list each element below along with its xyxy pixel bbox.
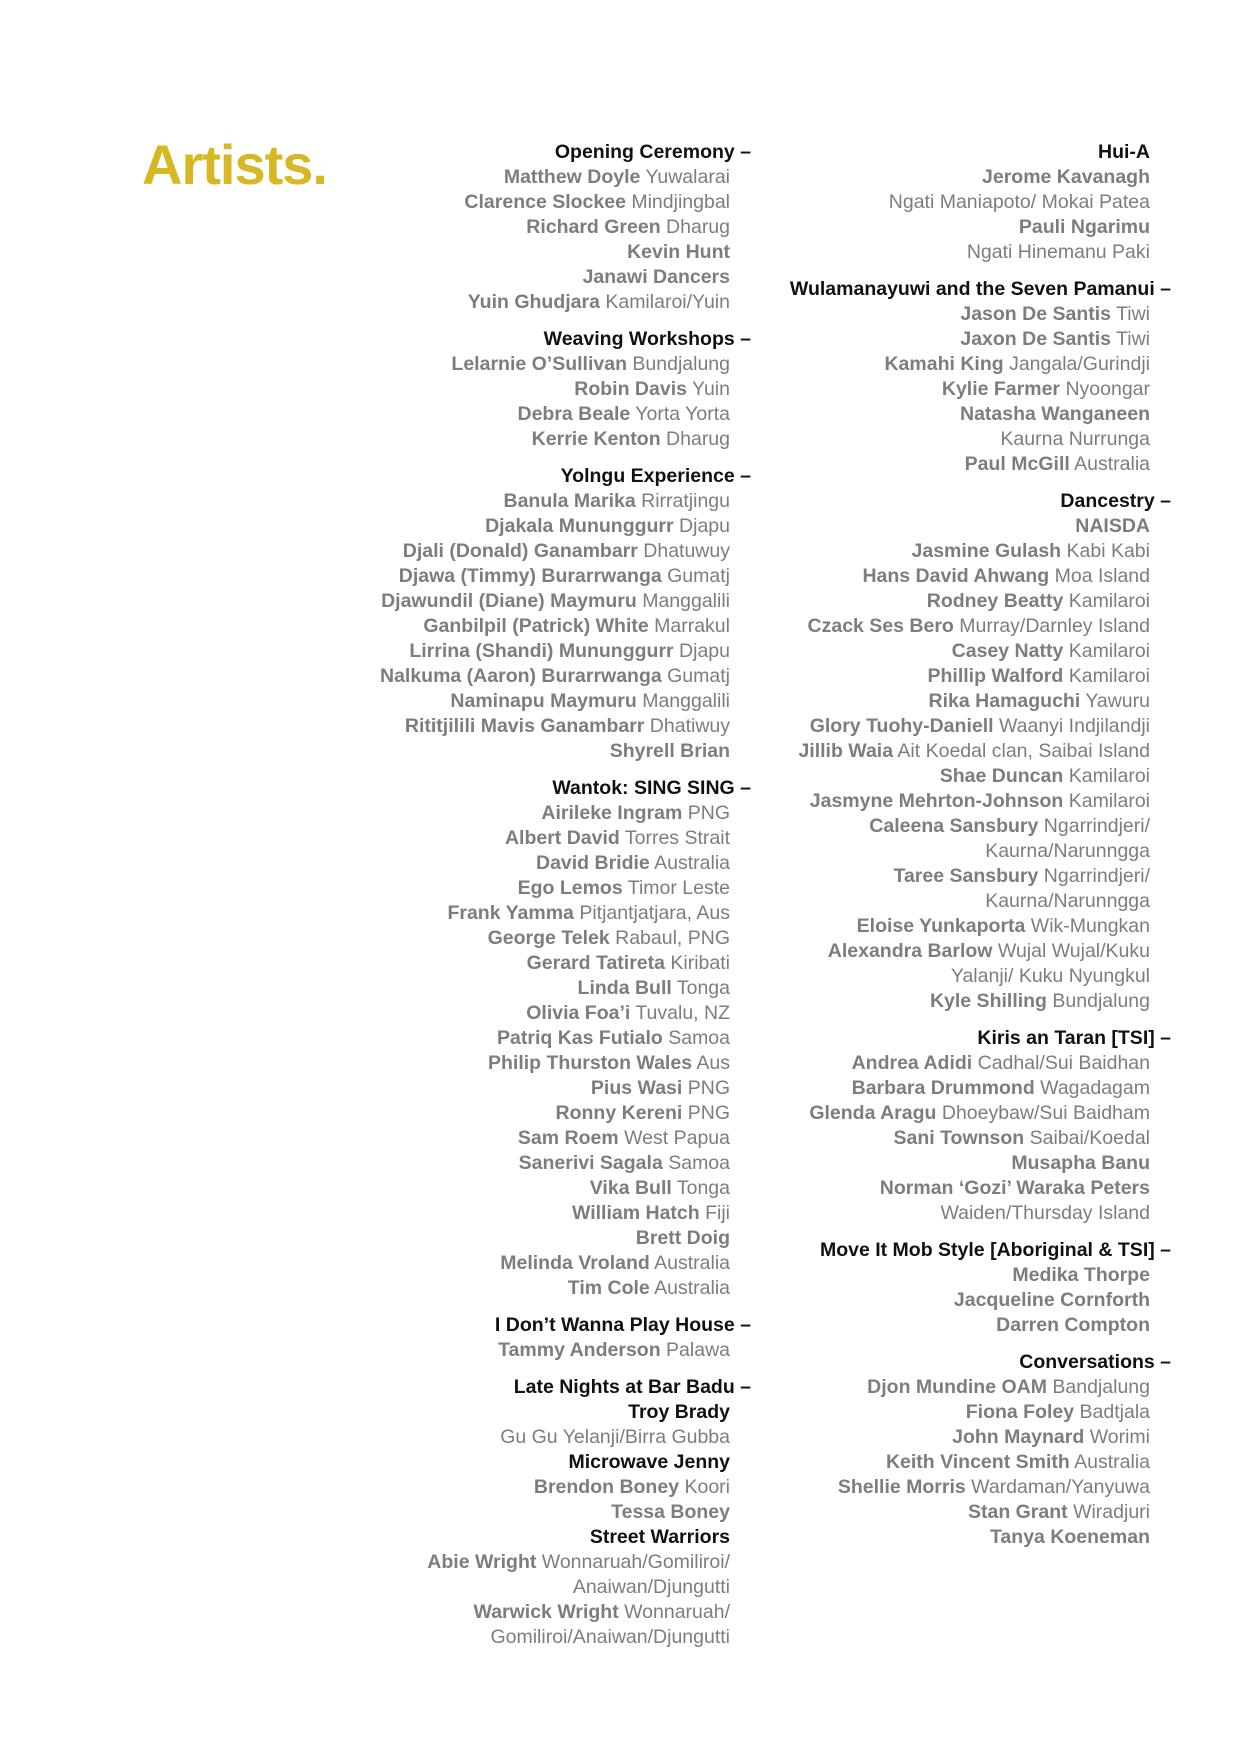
artist-name: Matthew Doyle — [503, 166, 641, 188]
credit-line — [730, 1151, 1150, 1176]
credit-line — [300, 564, 730, 589]
section-heading: Conversations – — [1019, 1351, 1171, 1373]
credit-line — [300, 290, 730, 315]
credit-section — [300, 140, 751, 315]
credit-line — [730, 1051, 1150, 1076]
artist-affiliation: Dhatuwuy — [637, 540, 730, 562]
artist-name: Stan Grant — [967, 1501, 1068, 1523]
artist-affiliation: Ait Koedal clan, Saibai Island — [893, 740, 1150, 762]
artist-name: Alexandra Barlow — [827, 940, 993, 962]
credit-line — [730, 1375, 1150, 1400]
credit-line — [730, 215, 1150, 240]
artist-name: Kamahi King — [884, 353, 1004, 375]
credit-line — [730, 327, 1150, 352]
artist-name: Frank Yamma — [447, 902, 574, 924]
artist-name: Airileke Ingram — [541, 802, 683, 824]
artist-name: Glory Tuohy-Daniell — [809, 715, 994, 737]
artist-affiliation: Australia — [649, 1277, 730, 1299]
artist-name: Gerard Tatireta — [526, 952, 665, 974]
artist-name: Ganbilpil (Patrick) White — [423, 615, 649, 637]
artist-affiliation: Bundjalung — [1046, 990, 1150, 1012]
artist-affiliation: Nyoongar — [1060, 378, 1150, 400]
artist-affiliation: Djapu — [673, 515, 730, 537]
credit-section — [300, 327, 751, 452]
credit-line — [300, 1475, 730, 1500]
artist-affiliation: Gumatj — [661, 665, 730, 687]
credit-line — [300, 165, 730, 190]
artist-name: Djawundil (Diane) Maymuru — [381, 590, 637, 612]
artist-name: Fiona Foley — [965, 1401, 1075, 1423]
artist-name: Taree Sansbury — [893, 865, 1039, 887]
artist-name: Kylie Farmer — [941, 378, 1061, 400]
artist-affiliation: Bandjalung — [1046, 1376, 1150, 1398]
artist-name: Jaxon De Santis — [960, 328, 1111, 350]
artist-affiliation: Timor Leste — [622, 877, 730, 899]
credit-line — [730, 539, 1150, 564]
credit-section — [730, 489, 1171, 1014]
credit-line — [730, 1525, 1150, 1550]
artist-name: Brett Doig — [635, 1227, 730, 1249]
artist-name: Linda Bull — [577, 977, 672, 999]
artist-affiliation: Gu Gu Yelanji/Birra Gubba — [500, 1426, 730, 1448]
artist-affiliation: Ngati Hinemanu Paki — [966, 241, 1150, 263]
artist-name: Jasmine Gulash — [911, 540, 1062, 562]
artists-column-right — [730, 140, 1171, 1562]
artist-name: Ego Lemos — [517, 877, 623, 899]
artist-name: Djon Mundine OAM — [867, 1376, 1047, 1398]
credit-line — [300, 639, 730, 664]
artist-affiliation: Kamilaroi — [1063, 665, 1150, 687]
credit-section — [300, 1313, 751, 1363]
credit-line — [300, 1226, 730, 1251]
credit-line — [730, 1263, 1150, 1288]
artist-name: Casey Natty — [951, 640, 1064, 662]
artist-affiliation: Fiji — [699, 1202, 730, 1224]
artist-affiliation: Wik-Mungkan — [1025, 915, 1150, 937]
credit-line — [730, 1425, 1150, 1450]
artist-name: Melinda Vroland — [500, 1252, 650, 1274]
artist-affiliation: Kaurna/Narunngga — [985, 890, 1150, 912]
section-heading: Late Nights at Bar Badu – — [513, 1376, 751, 1398]
credit-line — [300, 826, 730, 851]
credit-line — [300, 976, 730, 1001]
artist-affiliation: Yawuru — [1080, 690, 1150, 712]
artist-name: Hans David Ahwang — [862, 565, 1050, 587]
credit-line — [730, 1500, 1150, 1525]
artist-affiliation: PNG — [682, 802, 730, 824]
credit-line — [730, 1176, 1150, 1201]
artist-name: Glenda Aragu — [809, 1102, 937, 1124]
artist-name: Medika Thorpe — [1012, 1264, 1150, 1286]
credit-line — [300, 689, 730, 714]
artist-name: Tessa Boney — [611, 1501, 730, 1523]
credit-line — [730, 614, 1150, 639]
credit-line — [300, 876, 730, 901]
credit-line — [300, 265, 730, 290]
artist-name: Janawi Dancers — [582, 266, 730, 288]
credit-line — [730, 1475, 1150, 1500]
artist-name: Jerome Kavanagh — [982, 166, 1150, 188]
artist-name: Abie Wright — [427, 1551, 537, 1573]
credit-line — [730, 240, 1150, 265]
artist-name: Shellie Morris — [837, 1476, 966, 1498]
artist-name: Djawa (Timmy) Burarrwanga — [398, 565, 662, 587]
credit-line — [730, 352, 1150, 377]
artist-affiliation: Worimi — [1084, 1426, 1150, 1448]
artist-affiliation: Marrakul — [648, 615, 730, 637]
credit-line — [730, 302, 1150, 327]
section-heading: Wulamanayuwi and the Seven Pamanui – — [789, 278, 1171, 300]
artist-name: Sani Townson — [893, 1127, 1025, 1149]
credit-line — [300, 926, 730, 951]
credit-line — [730, 1288, 1150, 1313]
artist-name: Lirrina (Shandi) Mununggurr — [409, 640, 674, 662]
artist-affiliation: Waiden/Thursday Island — [940, 1202, 1150, 1224]
credit-line — [300, 1338, 730, 1363]
section-heading: I Don’t Wanna Play House – — [494, 1314, 751, 1336]
artist-affiliation: Tiwi — [1111, 303, 1150, 325]
artist-name: Tim Cole — [567, 1277, 650, 1299]
artist-affiliation: Tuvalu, NZ — [630, 1002, 730, 1024]
artist-name: John Maynard — [952, 1426, 1085, 1448]
credit-line — [730, 839, 1150, 864]
artist-name: Debra Beale — [517, 403, 631, 425]
artist-name: Kerrie Kenton — [531, 428, 661, 450]
credit-line — [730, 714, 1150, 739]
section-heading: Opening Ceremony – — [554, 141, 751, 163]
artist-name: David Bridie — [535, 852, 650, 874]
section-heading: Move It Mob Style [Aboriginal & TSI] – — [819, 1239, 1171, 1261]
artist-affiliation: Australia — [649, 852, 730, 874]
section-heading: Wantok: SING SING – — [552, 777, 751, 799]
credit-line — [300, 614, 730, 639]
artist-name: Ronny Kereni — [555, 1102, 683, 1124]
artist-affiliation: Kamilaroi — [1063, 765, 1150, 787]
credit-line — [730, 452, 1150, 477]
artist-affiliation: Wonnaruah/Gomiliroi/ — [536, 1551, 730, 1573]
artist-affiliation: Pitjantjatjara, Aus — [573, 902, 730, 924]
artist-name: Jillib Waia — [798, 740, 894, 762]
credit-line — [730, 427, 1150, 452]
credit-line — [300, 1450, 730, 1475]
artist-name: Brendon Boney — [533, 1476, 680, 1498]
artist-affiliation: PNG — [682, 1102, 730, 1124]
credit-line — [300, 514, 730, 539]
artist-name: Kyle Shilling — [929, 990, 1047, 1012]
credit-line — [300, 1525, 730, 1550]
artist-affiliation: Yuin — [686, 378, 730, 400]
credit-line — [730, 1101, 1150, 1126]
credit-line — [300, 1600, 730, 1625]
credit-line — [730, 564, 1150, 589]
artist-name: Naminapu Maymuru — [450, 690, 637, 712]
artist-name: Jason De Santis — [960, 303, 1111, 325]
credit-line — [300, 951, 730, 976]
credit-line — [730, 814, 1150, 839]
credit-line — [730, 1400, 1150, 1425]
credit-line — [300, 1550, 730, 1575]
artist-affiliation: Murray/Darnley Island — [953, 615, 1150, 637]
credit-line — [300, 589, 730, 614]
artist-name: Jasmyne Mehrton-Johnson — [809, 790, 1064, 812]
artist-name: Yuin Ghudjara — [467, 291, 600, 313]
artist-name: Eloise Yunkaporta — [856, 915, 1026, 937]
credit-section — [730, 1350, 1171, 1550]
artist-affiliation: Australia — [1069, 1451, 1150, 1473]
credit-line — [300, 1400, 730, 1425]
artist-affiliation: Yorta Yorta — [630, 403, 730, 425]
credit-section — [300, 464, 751, 764]
credit-line — [300, 240, 730, 265]
artist-name: Troy Brady — [628, 1401, 730, 1423]
artist-affiliation: West Papua — [618, 1127, 730, 1149]
artist-name: Barbara Drummond — [851, 1077, 1035, 1099]
credit-line — [300, 539, 730, 564]
artist-affiliation: Kamilaroi/Yuin — [599, 291, 730, 313]
credit-line — [300, 1151, 730, 1176]
artist-affiliation: Dhoeybaw/Sui Baidham — [936, 1102, 1150, 1124]
artist-affiliation: Anaiwan/Djungutti — [572, 1576, 730, 1598]
artist-affiliation: Kamilaroi — [1063, 790, 1150, 812]
artist-name: Rodney Beatty — [926, 590, 1064, 612]
artist-name: Kevin Hunt — [627, 241, 730, 263]
artist-affiliation: Kamilaroi — [1063, 640, 1150, 662]
artist-name: Rititjilili Mavis Ganambarr — [404, 715, 645, 737]
artist-name: Djakala Mununggurr — [485, 515, 674, 537]
credit-line — [300, 427, 730, 452]
credit-section — [300, 776, 751, 1301]
artist-affiliation: PNG — [682, 1077, 730, 1099]
credit-line — [730, 165, 1150, 190]
artist-affiliation: Cadhal/Sui Baidhan — [972, 1052, 1150, 1074]
credit-line — [300, 1251, 730, 1276]
artist-name: Shae Duncan — [939, 765, 1064, 787]
artist-affiliation: Yuwalarai — [640, 166, 730, 188]
credit-line — [730, 377, 1150, 402]
artist-affiliation: Saibai/Koedal — [1024, 1127, 1150, 1149]
artist-affiliation: Aus — [692, 1052, 730, 1074]
credit-section — [730, 1238, 1171, 1338]
credit-line — [300, 352, 730, 377]
section-heading: Dancestry – — [1060, 490, 1171, 512]
artist-affiliation: Torres Strait — [619, 827, 730, 849]
credit-section — [730, 1026, 1171, 1226]
credit-line — [730, 889, 1150, 914]
artist-name: Microwave Jenny — [568, 1451, 730, 1473]
credit-line — [300, 489, 730, 514]
artist-affiliation: Koori — [679, 1476, 730, 1498]
artist-affiliation: Ngarrindjeri/ — [1038, 815, 1150, 837]
credit-line — [300, 1276, 730, 1301]
artist-affiliation: Rabaul, PNG — [609, 927, 730, 949]
artist-name: Caleena Sansbury — [869, 815, 1039, 837]
credit-line — [730, 689, 1150, 714]
credit-line — [300, 801, 730, 826]
artist-name: Shyrell Brian — [609, 740, 730, 762]
credit-line — [730, 589, 1150, 614]
artist-name: Paul McGill — [964, 453, 1070, 475]
credit-line — [300, 664, 730, 689]
artists-column-left — [300, 140, 751, 1662]
artist-affiliation: Manggalili — [636, 590, 730, 612]
artist-name: Lelarnie O’Sullivan — [451, 353, 627, 375]
credit-line — [730, 639, 1150, 664]
credit-line — [300, 402, 730, 427]
artist-name: Musapha Banu — [1011, 1152, 1150, 1174]
credit-line — [300, 1425, 730, 1450]
artist-affiliation: Yalanji/ Kuku Nyungkul — [950, 965, 1150, 987]
credit-line — [730, 764, 1150, 789]
artist-name: William Hatch — [571, 1202, 700, 1224]
artist-name: Darren Compton — [996, 1314, 1150, 1336]
credit-line — [300, 714, 730, 739]
credit-line — [730, 190, 1150, 215]
credit-line — [730, 664, 1150, 689]
credit-line — [300, 851, 730, 876]
artist-name: Pius Wasi — [590, 1077, 683, 1099]
artist-affiliation: Wonnaruah/ — [618, 1601, 730, 1623]
credit-line — [300, 377, 730, 402]
credit-line — [300, 1201, 730, 1226]
artist-affiliation: Wagadagam — [1034, 1077, 1150, 1099]
artist-name: Sanerivi Sagala — [518, 1152, 663, 1174]
credit-line — [300, 1500, 730, 1525]
credit-line — [300, 1176, 730, 1201]
credit-section — [300, 1375, 751, 1650]
credit-line — [730, 1313, 1150, 1338]
artist-name: Vika Bull — [589, 1177, 672, 1199]
artist-name: Czack Ses Bero — [807, 615, 954, 637]
artist-affiliation: Dharug — [660, 428, 730, 450]
artist-affiliation: Tonga — [671, 1177, 730, 1199]
credit-line — [300, 1001, 730, 1026]
artist-affiliation: Wiradjuri — [1067, 1501, 1150, 1523]
artist-affiliation: Bundjalung — [626, 353, 730, 375]
credit-line — [730, 1450, 1150, 1475]
artist-name: Rika Hamaguchi — [928, 690, 1081, 712]
artist-name: Albert David — [504, 827, 620, 849]
artist-name: Nalkuma (Aaron) Burarrwanga — [379, 665, 662, 687]
section-heading: Weaving Workshops – — [543, 328, 751, 350]
credit-line — [730, 1126, 1150, 1151]
artist-name: Tammy Anderson — [498, 1339, 661, 1361]
artist-affiliation: Waanyi Indjilandji — [993, 715, 1150, 737]
section-heading: Kiris an Taran [TSI] – — [977, 1027, 1171, 1049]
artist-name: Jacqueline Cornforth — [953, 1289, 1150, 1311]
credit-line — [730, 989, 1150, 1014]
section-heading: Yolngu Experience – — [560, 465, 751, 487]
artist-affiliation: Ngarrindjeri/ — [1038, 865, 1150, 887]
artist-name: George Telek — [487, 927, 610, 949]
artist-affiliation: Tiwi — [1111, 328, 1150, 350]
credit-line — [730, 964, 1150, 989]
credit-line — [730, 1201, 1150, 1226]
artist-name: Olivia Foa’i — [526, 1002, 631, 1024]
artist-affiliation: Kaurna Nurrunga — [1000, 428, 1150, 450]
artist-affiliation: Djapu — [673, 640, 730, 662]
credit-line — [300, 1625, 730, 1650]
artist-affiliation: Manggalili — [636, 690, 730, 712]
artist-name: Norman ‘Gozi’ Waraka Peters — [879, 1177, 1150, 1199]
artist-name: Andrea Adidi — [851, 1052, 973, 1074]
artist-name: Street Warriors — [589, 1526, 730, 1548]
artist-affiliation: Dharug — [660, 216, 730, 238]
artist-name: Keith Vincent Smith — [885, 1451, 1070, 1473]
credit-line — [730, 789, 1150, 814]
artist-affiliation: Australia — [649, 1252, 730, 1274]
artist-affiliation: Badtjala — [1074, 1401, 1150, 1423]
artist-name: Warwick Wright — [473, 1601, 619, 1623]
artist-affiliation: Mindjingbal — [625, 191, 730, 213]
artist-affiliation: Jangala/Gurindji — [1003, 353, 1150, 375]
artist-name: Sam Roem — [517, 1127, 619, 1149]
artist-affiliation: Kaurna/Narunngga — [985, 840, 1150, 862]
artist-affiliation: Kiribati — [664, 952, 730, 974]
artist-affiliation: Gomiliroi/Anaiwan/Djungutti — [490, 1626, 730, 1648]
artist-name: Banula Marika — [503, 490, 636, 512]
artist-name: Richard Green — [526, 216, 661, 238]
artist-name: Djali (Donald) Ganambarr — [402, 540, 638, 562]
credit-line — [730, 914, 1150, 939]
section-heading: Hui-A — [1098, 141, 1150, 163]
artist-affiliation: Wujal Wujal/Kuku — [992, 940, 1150, 962]
credit-line — [300, 1076, 730, 1101]
artist-name: Philip Thurston Wales — [488, 1052, 693, 1074]
credit-line — [300, 1051, 730, 1076]
credit-line — [730, 402, 1150, 427]
artist-name: Pauli Ngarimu — [1018, 216, 1150, 238]
credit-line — [300, 1026, 730, 1051]
credit-line — [300, 215, 730, 240]
credit-line — [730, 739, 1150, 764]
credit-line — [730, 864, 1150, 889]
artist-name: Natasha Wanganeen — [960, 403, 1150, 425]
credit-line — [300, 1101, 730, 1126]
artist-affiliation: Kabi Kabi — [1061, 540, 1150, 562]
artist-affiliation: Rirratjingu — [635, 490, 730, 512]
credit-line — [730, 939, 1150, 964]
credit-line — [300, 190, 730, 215]
credit-line — [730, 1076, 1150, 1101]
credit-line — [300, 1575, 730, 1600]
artist-affiliation: Dhatiwuy — [644, 715, 730, 737]
artist-affiliation: Moa Island — [1049, 565, 1150, 587]
artist-name: Robin Davis — [574, 378, 687, 400]
artist-affiliation: Palawa — [660, 1339, 730, 1361]
artist-affiliation: Tonga — [671, 977, 730, 999]
artist-affiliation: Kamilaroi — [1063, 590, 1150, 612]
page-title: Artists. — [142, 133, 327, 196]
artist-affiliation: Australia — [1069, 453, 1150, 475]
credit-section — [730, 277, 1171, 477]
artist-name: Tanya Koeneman — [989, 1526, 1150, 1548]
artist-affiliation: Samoa — [662, 1152, 730, 1174]
artist-affiliation: Ngati Maniapoto/ Mokai Patea — [888, 191, 1150, 213]
credit-line — [300, 1126, 730, 1151]
artist-affiliation: Samoa — [662, 1027, 730, 1049]
artist-affiliation: Wardaman/Yanyuwa — [965, 1476, 1150, 1498]
artist-name: Clarence Slockee — [464, 191, 626, 213]
artist-name: Phillip Walford — [927, 665, 1064, 687]
credit-section — [730, 140, 1150, 265]
artist-name: Patriq Kas Futialo — [497, 1027, 663, 1049]
credit-line — [300, 739, 730, 764]
artist-affiliation: Gumatj — [661, 565, 730, 587]
artist-name: NAISDA — [1075, 515, 1150, 537]
credit-line — [300, 901, 730, 926]
credit-line — [730, 514, 1150, 539]
